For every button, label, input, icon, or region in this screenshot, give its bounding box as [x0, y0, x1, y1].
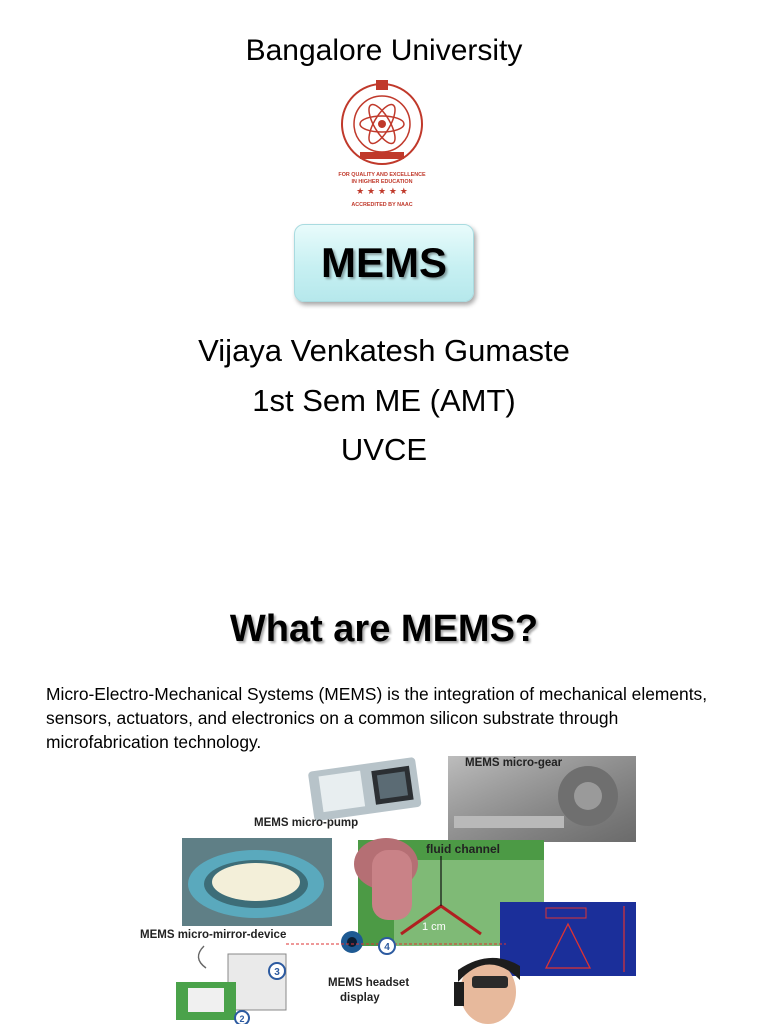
- definition-paragraph: Micro-Electro-Mechanical Systems (MEMS) is the integration of mechanical elements, sensors, actuators, and electronics on a common silicon substrate through microfabrication technology.: [46, 684, 708, 752]
- label-headset-line2: display: [340, 992, 380, 1004]
- university-name: Bangalore University: [245, 34, 523, 67]
- step-marker-4: [379, 938, 395, 954]
- author-name: Vijaya Venkatesh Gumaste: [198, 333, 570, 368]
- step-marker-3: [269, 963, 285, 979]
- author-semester: 1st Sem ME (AMT): [252, 383, 516, 418]
- author-college: UVCE: [340, 432, 428, 467]
- label-micro-pump: MEMS micro-pump: [254, 817, 359, 829]
- university-logo: [330, 78, 434, 210]
- label-headset-line1: MEMS headset: [328, 977, 410, 989]
- label-scale: 1 cm: [422, 921, 446, 933]
- headset-wearer-image: [454, 958, 520, 1024]
- logo-motto-line1: FOR QUALITY AND EXCELLENCE: [338, 172, 426, 178]
- svg-text:4: 4: [384, 942, 390, 953]
- micro-mirror-image: [182, 838, 332, 926]
- slide-heading: What are MEMS?: [229, 608, 539, 650]
- logo-stars: ★ ★ ★ ★ ★: [356, 187, 408, 197]
- logo-accreditation: ACCREDITED BY NAAC: [351, 202, 413, 208]
- optical-path-diagram: [176, 931, 506, 1020]
- micro-pump-image: [308, 757, 422, 822]
- label-micro-mirror: MEMS micro-mirror-device: [140, 929, 287, 941]
- svg-text:2: 2: [239, 1014, 245, 1024]
- hud-display-image: [500, 902, 636, 976]
- mems-examples-figure: [136, 756, 636, 1024]
- label-fluid-channel: fluid channel: [426, 842, 501, 856]
- topic-title: MEMS: [321, 239, 447, 286]
- step-marker-2: [235, 1011, 249, 1024]
- logo-motto-line2: IN HIGHER EDUCATION: [351, 179, 413, 185]
- topic-banner: [294, 224, 474, 302]
- label-micro-gear: MEMS micro-gear: [465, 757, 563, 769]
- svg-text:3: 3: [274, 967, 280, 978]
